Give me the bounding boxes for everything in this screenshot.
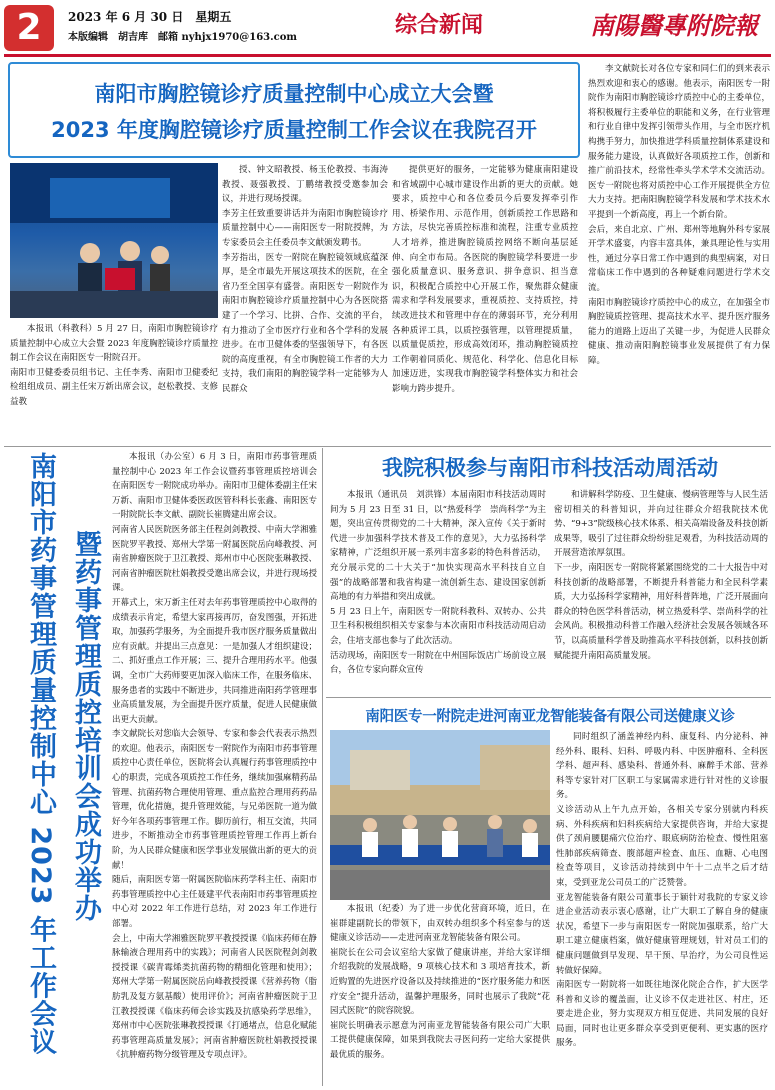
section-title: 综合新闻 xyxy=(395,13,484,38)
article1-col1: 本报讯（科教科）5 月 27 日，南阳市胸腔镜诊疗质量控制中心成立大会暨 2023 年度胸腔镜诊疗质量控制工作会议在南阳医专一附院召开。 南阳市卫健委委员组书记、主任李秀、南阳市卫健委纪检组组成员、副主任宋万新出席会议，赵松教授、支修益教 xyxy=(10,324,218,407)
page-number: 2 xyxy=(16,7,42,48)
divider-vertical-1 xyxy=(322,448,323,1086)
article2-title-main: 南阳市药事管理质量控制中心 2023 年工作会议 xyxy=(25,452,56,1056)
article4-title: 南阳医专一附院走进河南亚龙智能装备有限公司送健康义诊 xyxy=(365,709,735,725)
masthead-rule xyxy=(4,54,771,57)
article1-col4: 李文献院长对各位专家和同仁们的到来表示热烈欢迎和衷心的感谢。他表示，南阳医专一附院作为南阳市胸腔镜诊疗质控中心的主委单位，将积极履行主委单位的职能和义务，在行业管理和行业自律中发挥引领带头作用，与全市医疗机构携手努力，加快推进学科质量控制体系建设和服务能力建设，认真做好各项质控工作，创新和推广前沿技术，经常性牵头学术学术交流活动。医专一附院也将对质控中心工作开展提供全方位大力支持。把南阳胸腔镜学科发展和学术技术水平提到一个新高度，再上一个新台阶。 会后，来自北京、广州、郑州等地胸外科专家展开学术盛宴，内容丰富具体，兼具理论性与实用性，通过分享日常工作中遇到的典型病案，对日常临床工作中遇到的各种疑难问题进行学术交流。 南阳市胸腔镜诊疗质控中心的成立，在加强全市胸腔镜质控管理、提高技术水平、提升医疗服务能力的道路上迈出了关键一步，为促进人民群众健康、推动南阳胸腔镜事业发展提供了有力保障。 xyxy=(588,64,770,366)
article2-body: 本报讯（办公室）6 月 3 日，南阳市药事管理质量控制中心 2023 年工作会议暨药事管理质控培训会在南阳医专一附院成功举办。南阳市卫健体委副主任宋万新、南阳市卫健体委医政医管科科长张鑫、南阳医专一附院院长李文献、副院长崔腾建出席会议。 河南省人民医院医务部主任程剑剑教授、中南大学湘雅医院罗平教授、郑州大学第一附属医院岳向峰教授、河南省肿瘤医院于卫江教授、郑州市中心医院张琳教授、河南省肿瘤医院杜娟教授受邀出席会议，并进行现场授课。 开幕式上，宋万新主任对去年药事管理质控中心取得的成绩表示肯定，希望大家再接再厉，奋发图强，开拓进取，加强药学服务，为全面提升我市医疗服务质量做出应有贡献。并提出三点意见：一是加强人才组织建设；二、抓好重点工作开展；三、提升合理用药水平。他强调，全市广大药师要更加深入临床工作，在服务临床、服务患者的实践中不断进步，共同推进南阳药学管理事业高质量发展，为全面提升医疗质量，促进人民健康做出更大贡献。 李文献院长对您临大会领导、专家和参会代表表示热烈的欢迎。他表示，南阳医专一附院作为南阳市药事管理质控中心责任单位，医院将会认真履行药事管理质控中心的职责，完成各项质控工作任务，继续加强麻精药品管理、抗菌药物合理使用管理、重点监控合理用药药品管理，优化措施，提升管理效能，与兄弟医院一道为做好今年各项药事管理工作。脚历前行，相互交流，共同进步，不断推动全市药事管理质控管理工作再上新台阶，为人民群众健康和医学事业发展做出新的更大的贡献！ 随后，南阳医专第一附属医院临床药学科主任、南阳市药事管理质控中心主任聂建平代表南阳市药事管理质控中心对 2022 年工作进行总结，对 2023 年工作进行部署。 会上，中南大学湘雅医院罗平教授授课《临床药师在静脉输液合理用药中的实践》；河南省人民医院程剑剑教授授课《碳青霉烯类抗菌药物的精细化管理和使用》；郑州大学第一附属医院岳向峰教授授课《营养药物（脂肪乳及复方氨基酸）使用评价》；河南省肿瘤医院于卫江教授授课《临床药师会诊实践及抗感染药学思维》，郑州市中心医院张琳教授授课《打通堵点，信息化赋能药事管理高质量发展》；河南省肿瘤医院杜娟教授授课《抗肿瘤药物分级管理及专项点评》。 xyxy=(112,452,317,1061)
article4-col2: 同时组织了涵盖神经内科、康复科、内分泌科、神经外科、眼科、妇科、呼吸内科、中医肿瘤科、全科医学科、超声科、感染科、普通外科、麻醉手术部、营养科等专家针对厂区职工与家属需求进行针对性的义诊服务。 义诊活动从上午九点开始，各相关专家分别就内科疾病、外科疾病和妇科疾病给大家提供咨询，并给大家提供了颈肩腰腿痛穴位治疗、眼底病防治检查、慢性阻塞性肺部疾病筛查、腹部超声检查、血压、血糖、心电图检查等项目，义诊活动持续到中午十二点半之后才结束，受到亚龙公司员工的广泛赞誉。 亚龙智能装备有限公司董事长于颖针对我院的专家义诊进企业活动表示衷心感谢，让广大职工了解自身的健康状况，希望下一步与南阳医专一附院加强联系，给广大职工建立健康档案，做好健康管理规划，针对员工们的健康问题做到早发现、早干预、早治疗，为公司良性运转做好保障。 南阳医专一附院将一如既往地深化院企合作，扩大医学科普和义诊的覆盖面，让义诊不仅走进社区、村庄，还要走进企业，努力实现双方相互促进、共同发展的良好局面，同时也让更多群众享受到更便利、更实惠的医疗服务。 xyxy=(556,732,768,1049)
free-clinic-photo-illustration xyxy=(330,730,550,900)
article1-col2: 授、钟文昭教授、杨玉伦教授、韦海涛教授、聂强教授、丁鹏绪教授受邀参加会议，并进行现场授课。 李芳主任致重要讲话并为南阳市胸腔镜诊疗质量控制中心——南阳医专一附院授牌，为专家委员会主任委员李文献颁发聘书。 李芳指出，医专一附院在胸腔镜领域底蕴深厚，是全市最先开展这项技术的医院，在全省乃至全国享有盛誉。南阳医专一附院作为南阳市胸腔镜诊疗质量控制中心为各医院搭建了一个学习、比拼、合作、交流的平台，有力推动了全市医疗行业和各个学科的发展进步。在市卫健体委的坚强领导下，有各医院的高度重视，有全市胸腔镜工作者的大力支持，我们南阳的胸腔镜学科一定能够为人民群众 xyxy=(222,165,388,394)
page-number-badge xyxy=(4,5,54,51)
article1-col3: 提供更好的服务，一定能够为健康南阳建设和省域副中心城市建设作出新的更大的贡献。她要求，质控中心和各位委员今后要发挥牵引作用、桥梁作用、示范作用，创新质控工作思路和方法，尽快完善质控标准和流程，注重专业质控人才培养，推进胸腔镜质控网络不断向基层延伸、向全市布局。各医院的胸腔镜学科要进一步强化质量意识、服务意识、拼争意识、担当意识，积极配合质控中心开展工作，聚焦群众健康需求和学科发展要求，重视质控、支持质控，持续改进技术和管理中存在的薄弱环节，充分利用各种质评工具，以质控强管理，以管理提质量，以质量促质控，形成高效闭环，推动胸腔镜质控工作朝着同质化、规范化、科学化、信息化目标加速迈进，实现我市胸腔镜学科整体实力和社会影响力跨步提升。 xyxy=(392,165,578,394)
article1-photo xyxy=(10,163,218,318)
article1-title-line1: 南阳市胸腔镜诊疗质量控制中心成立大会暨 xyxy=(94,82,494,106)
paper-name: 南陽醫專附院報 xyxy=(590,11,758,40)
divider-horizontal-2 xyxy=(326,697,771,698)
article1-title-line2: 2023 年度胸腔镜诊疗质量控制工作会议在我院召开 xyxy=(51,118,537,142)
editor-line: 本版编辑 胡吉库 邮箱 nyhjx1970@163.com xyxy=(68,32,297,43)
conference-photo-illustration xyxy=(10,163,218,318)
article4-photo xyxy=(330,730,550,900)
date-line: 2023 年 6 月 30 日 星期五 xyxy=(68,10,232,24)
article2-title-sub: 暨药事管理质控培训会成功举办 xyxy=(70,530,101,922)
article3-col2: 和讲解科学防疫、卫生健康、慢病管理等与人民生活密切相关的科普知识，并向过往群众介绍我院技术优势、“9+3”院级核心技术体系、相关高端设备及科技创新成果等，吸引了过往群众纷纷驻足观看，为科技活动周的开展营造浓厚氛围。 下一步，南阳医专一附院将紧紧围绕党的二十大报告中对科技创新的战略部署，不断提升科普能力和全民科学素质，大力弘扬科学家精神，用好科普阵地，广泛开展面向群众的特色医学科普活动，树立热爱科学、崇尚科学的社会风尚。积极推动科普工作融入经济社会发展各领域各环节，以高质量科学普及助推高水平科技创新，以科技创新赋能提升南阳高质量发展。 xyxy=(554,490,768,661)
divider-horizontal-1 xyxy=(4,446,771,447)
article3-col1: 本报讯（通讯员 刘洪锋）本届南阳市科技活动周时间为 5 月 23 日至 31 日，以“热爱科学 崇尚科学”为主题，突出宣传贯彻党的二十大精神，深入宣传《关于新时代进一步加强科学技术普及工作的意见》，大力弘扬科学家精神，广泛组织开展一系列丰富多彩的特色科普活动，充分展示党的二十大关于“加快实现高水平科技自立自强”的战略部署和我省构建一流创新生态、建设国家创新高地的有力举措和突出成就。 5 月 23 日上午，南阳医专一附院科教科、双转办、公共卫生科积极组织相关专家参与本次南阳市科技活动周启动会，住培支部也参与了此次活动。 活动现场，南阳医专一附院在中州国际饭店广场前设立展台，各位专家向群众宣传 xyxy=(330,490,546,676)
article4-col1: 本报讯（纪委）为了进一步优化营商环境，近日，在崔群建副院长的带领下，由双转办组织多个科室参与的送健康义诊活动——走进河南亚龙智能装备有限公司。 崔院长在公司会议室给大家做了健康讲座，并给大家详细介绍我院的发展战略，9 项核心技术和 3 项培育技术，新近购置的先进医疗设备以及持续推进的“医疗服务能力和医疗安全”提升活动，温馨护理服务，同时也展示了我院“花园式医院”的院容院貌。 崔院长明确表示愿意为河南亚龙智能装备有限公司广大职工提供健康保障，如果到我院去寻医问药一定给大家提供最优质的服务。 xyxy=(330,904,550,1060)
article3-title: 我院积极参与南阳市科技活动周活动 xyxy=(382,456,718,480)
